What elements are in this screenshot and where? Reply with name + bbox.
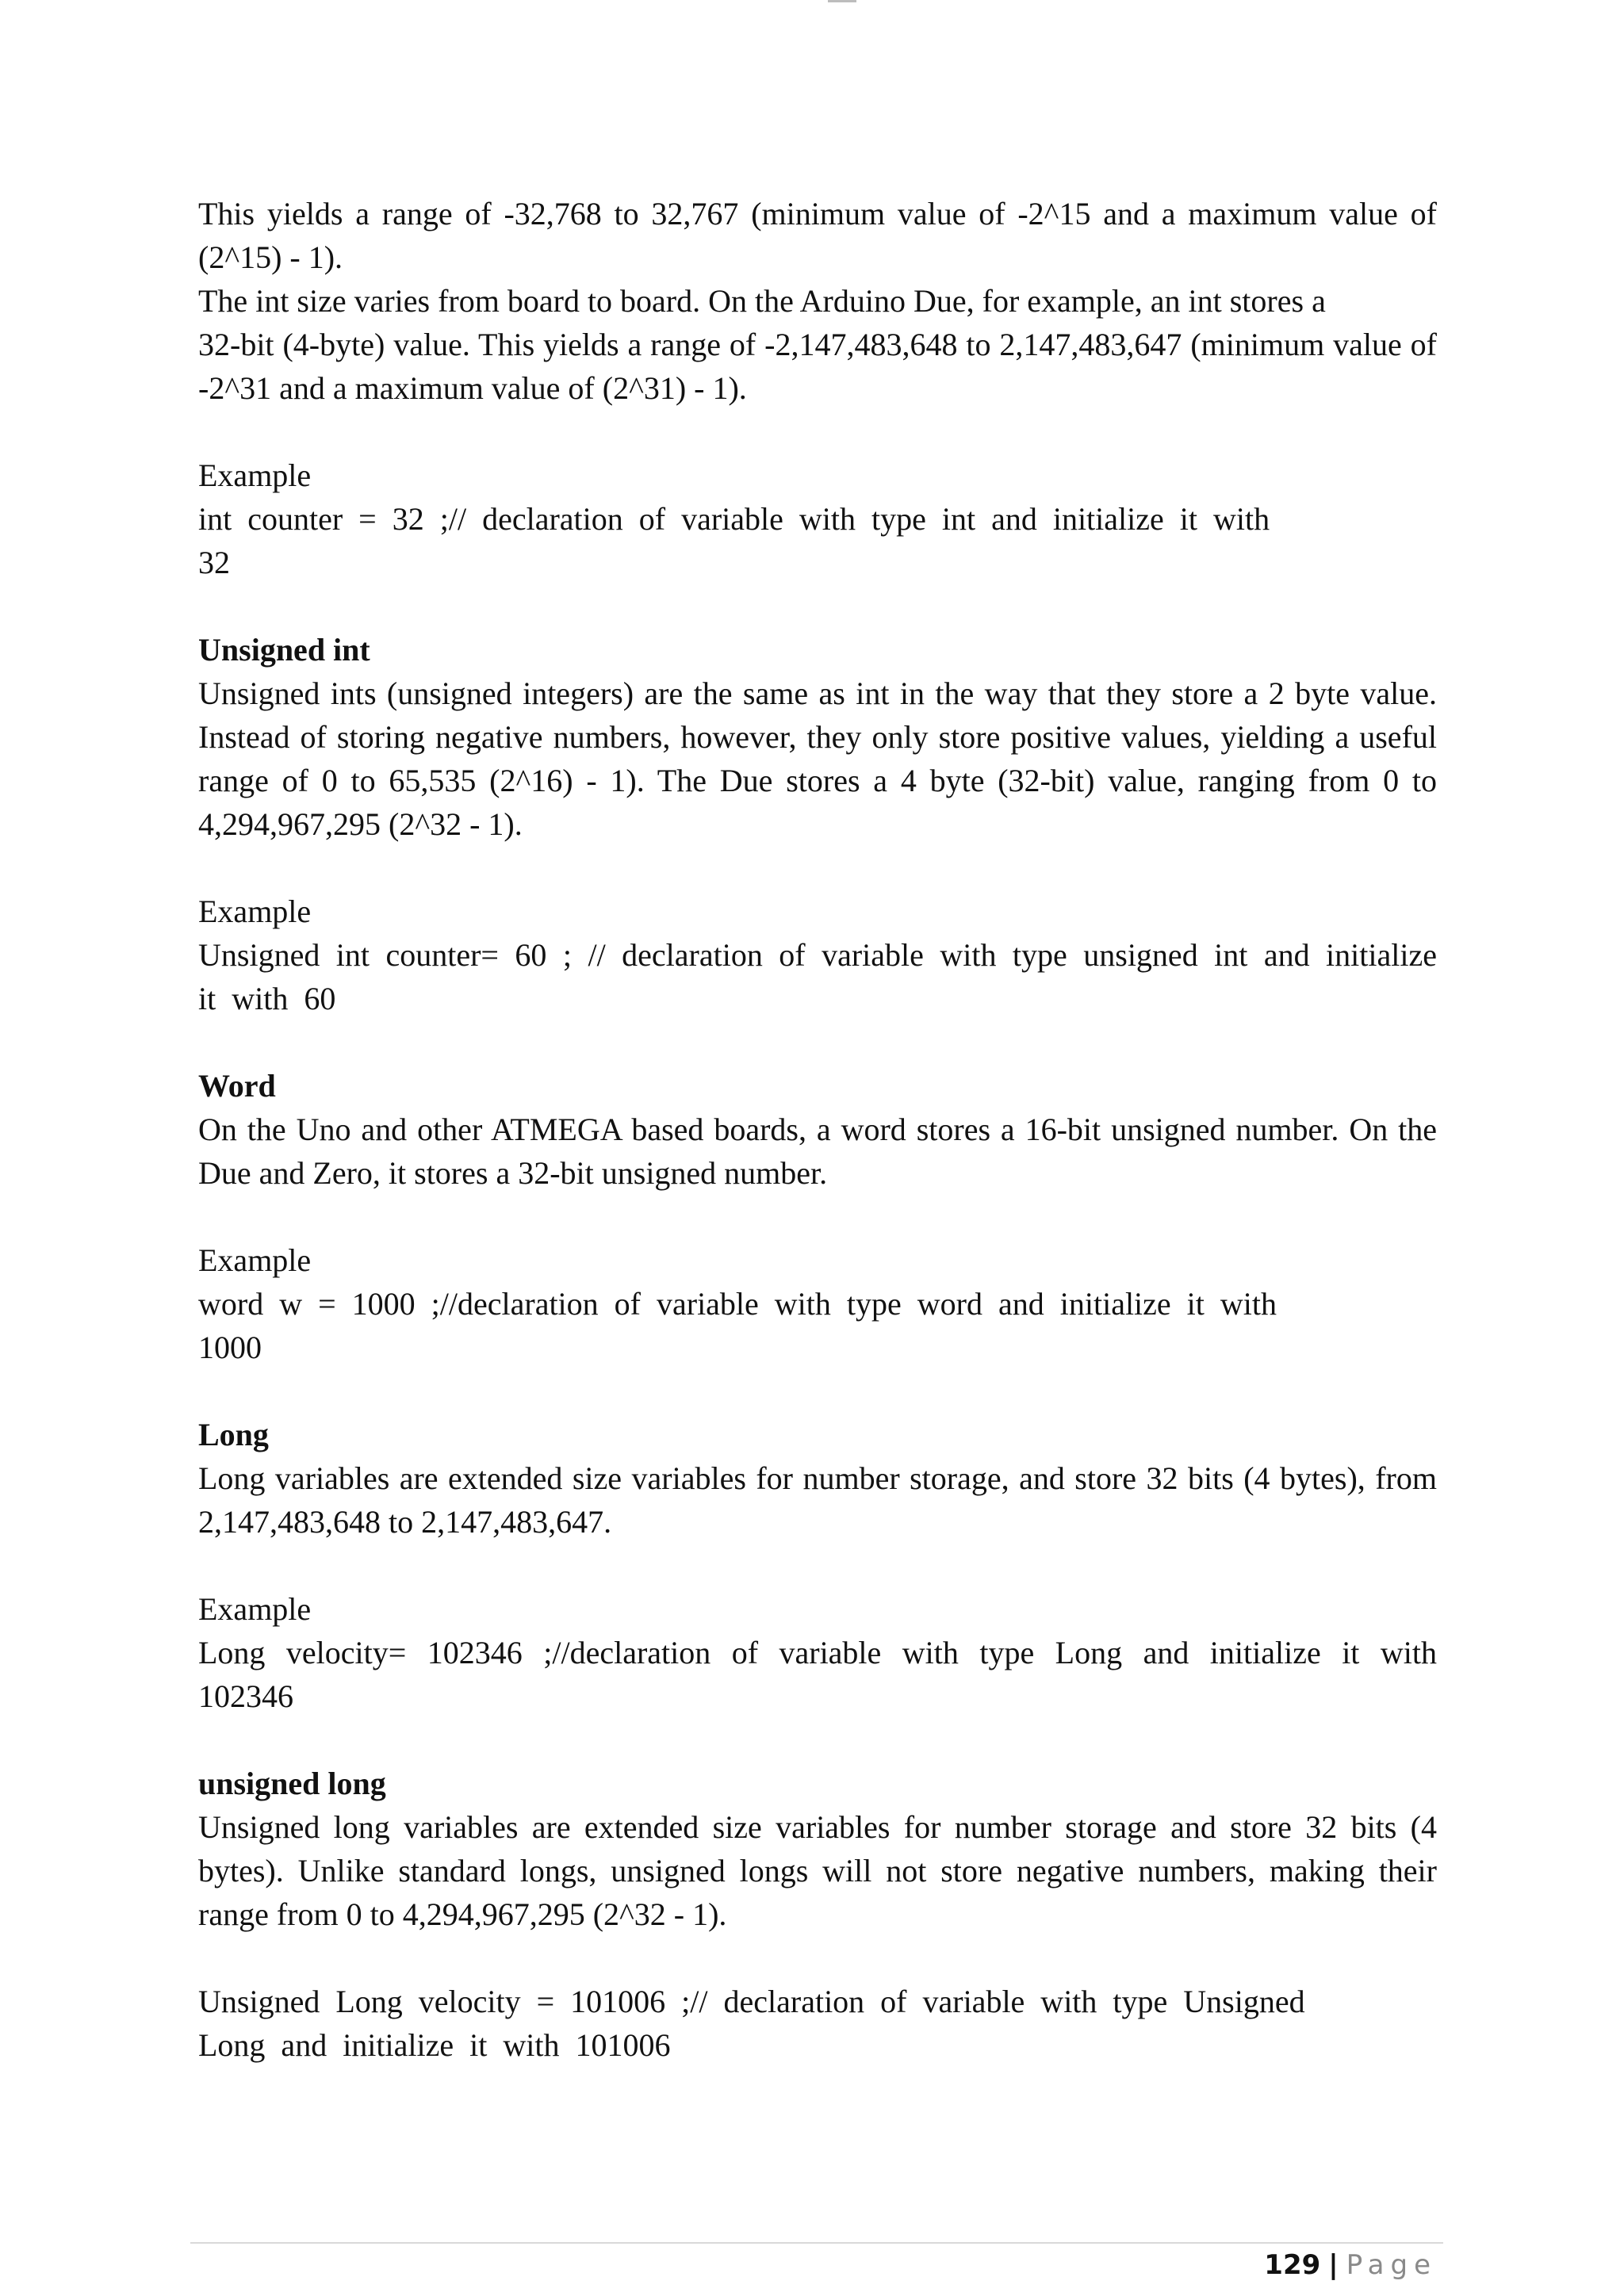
spacer — [198, 1718, 1437, 1762]
unsigned-long-description: Unsigned long variables are extended size variables for number storage and store 32 bits (4 bytes). Unlike standard longs, unsigned longs will not store negative numbers, making their range from 0 to 4,294,967,295 (2^32 - 1). — [198, 1809, 1437, 1932]
spacer — [198, 584, 1437, 628]
footer-separator: | — [1328, 2249, 1339, 2281]
unsigned-int-description: Unsigned ints (unsigned integers) are the same as int in the way that they store a 2 byte value. Instead of storing negative numbers, however, they only store positive values, yielding a useful range of 0 to 65,535 (2^16) - 1). The Due stores a 4 byte (32-bit) value, ranging from 0 to 4,294,967,295 (2^32 - 1). — [198, 675, 1437, 842]
top-edge-mark — [828, 0, 856, 2]
int-range-paragraph-2-rest: 32-bit (4-byte) value. This yields a range of -2,147,483,648 to 2,147,483,647 (minimum value of -2^31 and a maximum value of (2^31) - 1). — [198, 327, 1437, 406]
page-number: 129 — [1264, 2249, 1321, 2281]
footer-divider — [190, 2242, 1443, 2244]
long-description: Long variables are extended size variables for number storage, and store 32 bits (4 bytes), from 2,147,483,648 to 2,147,483,647. — [198, 1460, 1437, 1540]
heading-word: Word — [198, 1068, 276, 1104]
example-label: Example — [198, 894, 312, 929]
spacer — [198, 1195, 1437, 1238]
page-body — [198, 192, 1437, 2067]
code-example-unsigned-long-line-2: Long and initialize it with 101006 — [198, 2027, 671, 2063]
code-example-int-line-2: 32 — [198, 545, 230, 580]
spacer — [198, 846, 1437, 890]
spacer — [198, 410, 1437, 453]
code-example-word-line-2: 1000 — [198, 1330, 262, 1365]
heading-long: Long — [198, 1417, 269, 1452]
heading-unsigned-long: unsigned long — [198, 1766, 386, 1801]
code-example-unsigned-long-line-1: Unsigned Long velocity = 101006 ;// declaration of variable with type Unsigned — [198, 1984, 1305, 2019]
example-label: Example — [198, 457, 312, 493]
int-range-paragraph-1: This yields a range of -32,768 to 32,767 (minimum value of -2^15 and a maximum value of (2^15) - 1). — [198, 196, 1437, 275]
code-example-unsigned-int: Unsigned int counter= 60 ; // declaration of variable with type unsigned int and initialize it with 60 — [198, 937, 1437, 1016]
spacer — [198, 1020, 1437, 1064]
code-example-word-line-1: word w = 1000 ;//declaration of variable with type word and initialize it with — [198, 1286, 1277, 1322]
int-range-paragraph-2-line-1: The int size varies from board to board. On the Arduino Due, for example, an int stores a — [198, 283, 1326, 319]
heading-unsigned-int: Unsigned int — [198, 632, 370, 668]
example-label: Example — [198, 1591, 312, 1627]
word-description: On the Uno and other ATMEGA based boards, a word stores a 16-bit unsigned number. On the Due and Zero, it stores a 32-bit unsigned number. — [198, 1112, 1437, 1191]
code-example-int-line-1: int counter = 32 ;// declaration of variable with type int and initialize it with — [198, 501, 1270, 537]
spacer — [198, 1936, 1437, 1980]
page-label: Page — [1346, 2249, 1437, 2281]
example-label: Example — [198, 1242, 312, 1278]
page-footer — [1264, 2247, 1437, 2283]
spacer — [198, 1544, 1437, 1587]
spacer — [198, 1369, 1437, 1413]
code-example-long: Long velocity= 102346 ;//declaration of variable with type Long and initialize it with 102346 — [198, 1635, 1437, 1714]
